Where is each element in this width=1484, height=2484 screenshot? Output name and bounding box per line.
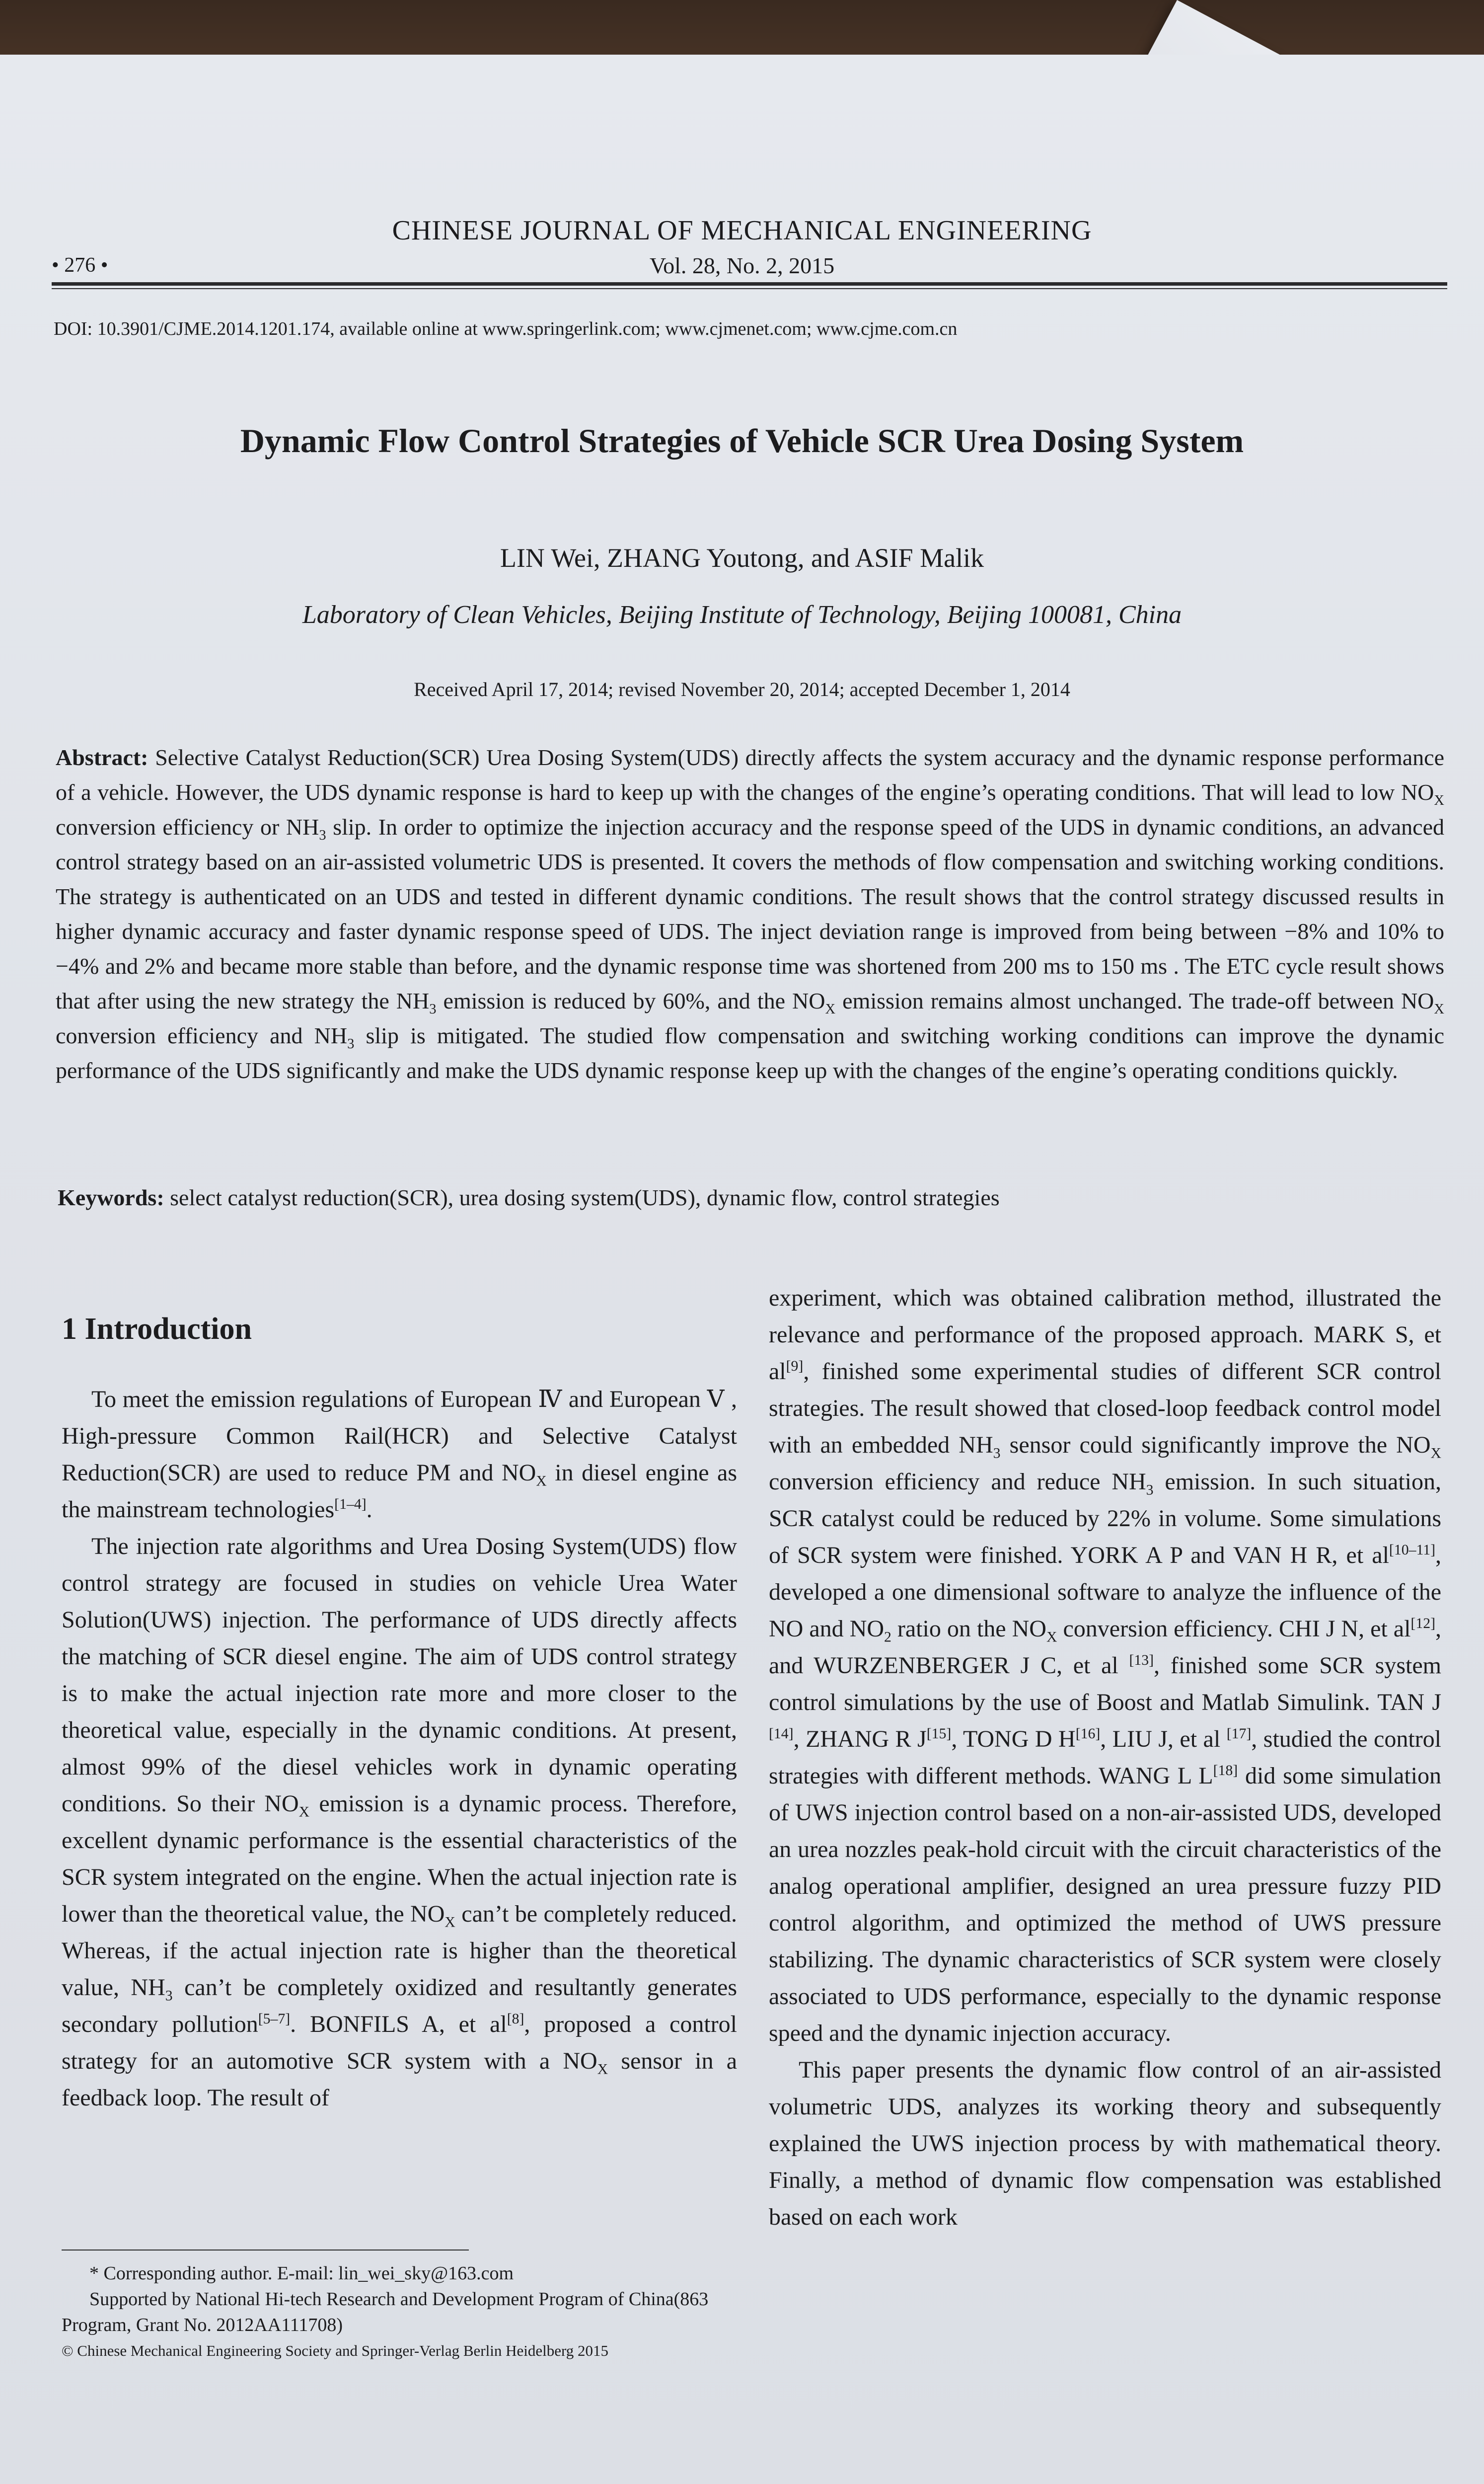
footnote-rule (62, 2250, 469, 2251)
copyright-note: © Chinese Mechanical Engineering Society and Springer-Verlag Berlin Heidelberg 2015 (62, 2342, 609, 2359)
intro-paragraph-3: This paper presents the dynamic flow control of an air-assisted volumetric UDS, analyzes its working theory and subsequently explained the UWS injection process by with mathematical theory. Finally, a method of dynamic flow compensation was established based on each work (769, 2057, 1441, 2230)
journal-name: CHINESE JOURNAL OF MECHANICAL ENGINEERING (392, 215, 1092, 246)
keywords-label: Keywords: (58, 1185, 164, 1210)
doi-line: DOI: 10.3901/CJME.2014.1201.174, available online at www.springerlink.com; www.cjmenet.com; www.cjme.com.cn (54, 318, 958, 339)
header-rule-thin (52, 288, 1447, 289)
received-dates: Received April 17, 2014; revised November 20, 2014; accepted December 1, 2014 (414, 678, 1070, 700)
abstract: Abstract: Selective Catalyst Reduction(SCR) Urea Dosing System(UDS) directly affects the system accuracy and the dynamic response performance of a vehicle. However, the UDS dynamic response is hard to keep up with the changes of the engine’s operating conditions. That will lead to low $NO_X$ conversion efficiency or $NH_3$ slip. In order to optimize the injection accuracy and the response speed of the UDS in dynamic conditions, an advanced control strategy based on an air-assisted volumetric UDS is presented. It covers the methods of flow compensation and switching working conditions. The strategy is authenticated on an UDS and tested in different dynamic conditions. The result shows that the control strategy discussed results in higher dynamic accuracy and faster dynamic response speed of UDS. The inject deviation range is improved from being between −8% and 10% to −4% and 2% and became more stable than before, and the dynamic response time was shortened from 200 ms to 150 ms . The ETC cycle result shows that after using the new strategy the $NH_3$ emission is reduced by 60%, and the $NO_X$ emission remains almost unchanged. The trade-off between $NO_X$ conversion efficiency and $NH_3$ slip is mitigated. The studied flow compensation and switching working conditions can improve the dynamic performance of the UDS significantly and make the UDS dynamic response keep up with the changes of the engine’s operating conditions quickly. (56, 745, 1444, 1083)
journal-volume: Vol. 28, No. 2, 2015 (649, 253, 835, 278)
page-number: • 276 • (52, 254, 108, 277)
intro-paragraph-1: To meet the emission regulations of European Ⅳ and European Ⅴ , High-pressure Common Rail(HCR) and Selective Catalyst Reduction(SCR) are used to reduce PM and $NO_X$ in diesel engine as the mainstream technologies[1–4]. (62, 1386, 738, 1523)
right-column (769, 1280, 1441, 2236)
intro-paragraph-2-continued: experiment, which was obtained calibration method, illustrated the relevance and performance of the proposed approach. MARK S, et al[9], finished some experimental studies of different SCR control strategies. The result showed that closed-loop feedback control model with an embedded $NH_3$ sensor could significantly improve the $NO_X$ conversion efficiency and reduce $NH_3$ emission. In such situation, SCR catalyst could be reduced by 22% in volume. Some simulations of SCR system were finished. YORK A P and VAN H R, et al[10–11], developed a one dimensional software to analyze the influence of the NO and $NO_2$ ratio on the $NO_X$ conversion efficiency. CHI J N, et al[12], and WURZENBERGER J C, et al [13], finished some SCR system control simulations by the use of Boost and Matlab Simulink. TAN J [14], ZHANG R J[15], TONG D H[16], LIU J, et al [17], studied the control strategies with different methods. WANG L L[18] did some simulation of UWS injection control based on a non-air-assisted UDS, developed an urea nozzles peak-hold circuit with the circuit characteristics of the analog operational amplifier, designed an urea pressure fuzzy PID control algorithm, and optimized the method of UWS pressure stabilizing. The dynamic characteristics of SCR system were closely associated to UDS performance, especially to the dynamic response speed and the dynamic injection accuracy. (769, 1285, 1442, 2046)
left-column (62, 1381, 737, 2116)
header-rule (52, 282, 1447, 286)
authors: LIN Wei, ZHANG Youtong, and ASIF Malik (500, 543, 984, 573)
section-heading-introduction: 1 Introduction (62, 1312, 252, 1346)
corresponding-author: * Corresponding author. E-mail: lin_wei_sky@163.com (89, 2263, 514, 2284)
affiliation: Laboratory of Clean Vehicles, Beijing Institute of Technology, Beijing 100081, China (302, 601, 1182, 629)
intro-paragraph-2: The injection rate algorithms and Urea Dosing System(UDS) flow control strategy are focused in studies on vehicle Urea Water Solution(UWS) injection. The performance of UDS directly affects the matching of SCR diesel engine. The aim of UDS control strategy is to make the actual injection rate more and more closer to the theoretical value, especially in the dynamic conditions. At present, almost 99% of the diesel vehicles work in dynamic operating conditions. So their $NO_X$ emission is a dynamic process. Therefore, excellent dynamic performance is the essential characteristics of the SCR system integrated on the engine. When the actual injection rate is lower than the theoretical value, the $NO_X$ can’t be completely reduced. Whereas, if the actual injection rate is higher than the theoretical value, $NH_3$ can’t be completely oxidized and resultantly generates secondary pollution[5–7]. BONFILS A, et al[8], proposed a control strategy for an automotive SCR system with a $NO_X$ sensor in a feedback loop. The result of (62, 1533, 738, 2111)
abstract-label: Abstract: (56, 745, 148, 770)
keywords: Keywords: select catalyst reduction(SCR), urea dosing system(UDS), dynamic flow, control strategies (58, 1185, 1000, 1210)
funding-note: Supported by National Hi-tech Research and Development Program of China(863 Program, Grant No. 2012AA111708) (62, 2289, 709, 2335)
paper-title: Dynamic Flow Control Strategies of Vehicle SCR Urea Dosing System (240, 422, 1244, 460)
footnotes (62, 2260, 737, 2364)
